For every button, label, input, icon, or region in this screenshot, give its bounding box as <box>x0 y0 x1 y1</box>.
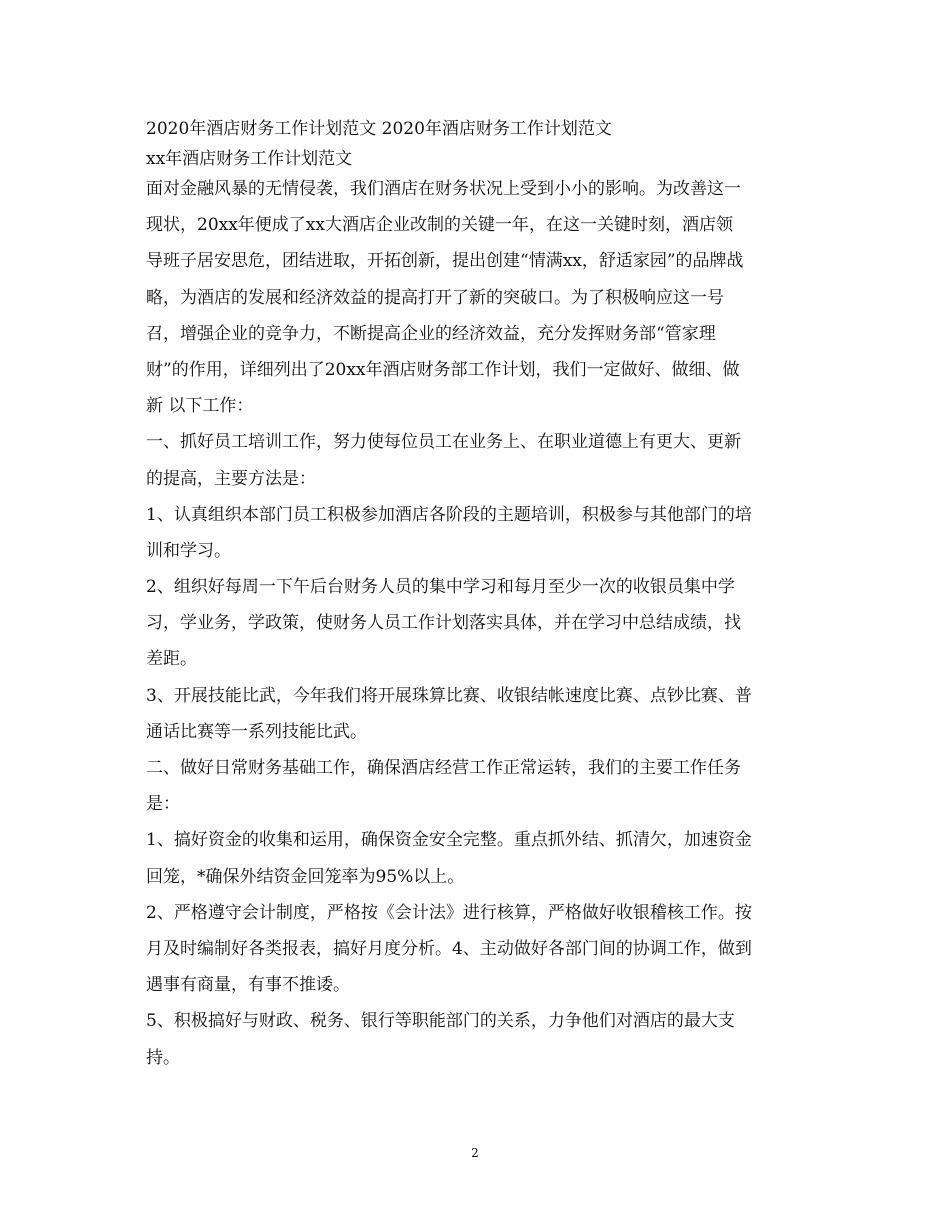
section-heading-line: 一、抓好员工培训工作，努力使每位员工在业务上、在职业道德上有更大、更新 <box>146 432 741 453</box>
paragraph-line: 新 以下工作： <box>146 396 254 417</box>
list-item-line: 习，学业务，学政策，使财务人员工作计划落实具体，并在学习中总结成绩，找 <box>146 613 741 634</box>
paragraph-line: 现状，20xx年便成了xx大酒店企业改制的关键一年，在这一关键时刻，酒店领 <box>146 215 733 236</box>
paragraph-line: 是： <box>146 794 180 815</box>
list-item-line: 5、积极搞好与财政、税务、银行等职能部门的关系，力争他们对酒店的最大支 <box>146 1011 735 1032</box>
page-number: 2 <box>471 1146 479 1160</box>
document-body <box>146 118 816 1083</box>
list-item-line: 遇事有商量，有事不推诿。 <box>146 975 350 996</box>
list-item-line: 1、搞好资金的收集和运用，确保资金安全完整。重点抓外结、抓清欠，加速资金 <box>146 830 752 851</box>
paragraph-line: 召，增强企业的竞争力，不断提高企业的经济效益，充分发挥财务部“管家理 <box>146 323 716 344</box>
paragraph-line: 的提高，主要方法是： <box>146 468 316 489</box>
paragraph-line: 面对金融风暴的无情侵袭，我们酒店在财务状况上受到小小的影响。为改善这一 <box>146 179 741 199</box>
list-item-line: 持。 <box>146 1047 180 1068</box>
paragraph-line: 财”的作用，详细列出了20xx年酒店财务部工作计划，我们一定做好、做细、做 <box>146 359 740 380</box>
list-item-line: 回笼，*确保外结资金回笼率为95%以上。 <box>146 866 465 887</box>
paragraph-line: 略，为酒店的发展和经济效益的提高打开了新的突破口。为了积极响应这一号 <box>146 287 724 308</box>
list-item-line: 差距。 <box>146 649 197 670</box>
list-item-line: 3、开展技能比武，今年我们将开展珠算比赛、收银结帐速度比赛、点钞比赛、普 <box>146 685 752 706</box>
list-item-line: 月及时编制好各类报表，搞好月度分析。4、主动做好各部门间的协调工作，做到 <box>146 938 752 959</box>
list-item-line: 通话比赛等一系列技能比武。 <box>146 721 367 742</box>
list-item-line: 2、组织好每周一下午后台财务人员的集中学习和每月至少一次的收银员集中学 <box>146 577 735 598</box>
list-item-line: 1、认真组织本部门员工积极参加酒店各阶段的主题培训，积极参与其他部门的培 <box>146 504 752 525</box>
document-title-line-2: xx年酒店财务工作计划范文 <box>146 149 353 169</box>
list-item-line: 训和学习。 <box>146 540 231 561</box>
list-item-line: 2、严格遵守会计制度，严格按《会计法》进行核算，严格做好收银稽核工作。按 <box>146 902 752 923</box>
document-title-line-1: 2020年酒店财务工作计划范文 2020年酒店财务工作计划范文 <box>146 119 612 139</box>
paragraph-line: 导班子居安思危，团结进取，开拓创新，提出创建“情满xx，舒适家园”的品牌战 <box>146 251 744 272</box>
section-heading-line: 二、做好日常财务基础工作，确保酒店经营工作正常运转，我们的主要工作任务 <box>146 758 741 778</box>
